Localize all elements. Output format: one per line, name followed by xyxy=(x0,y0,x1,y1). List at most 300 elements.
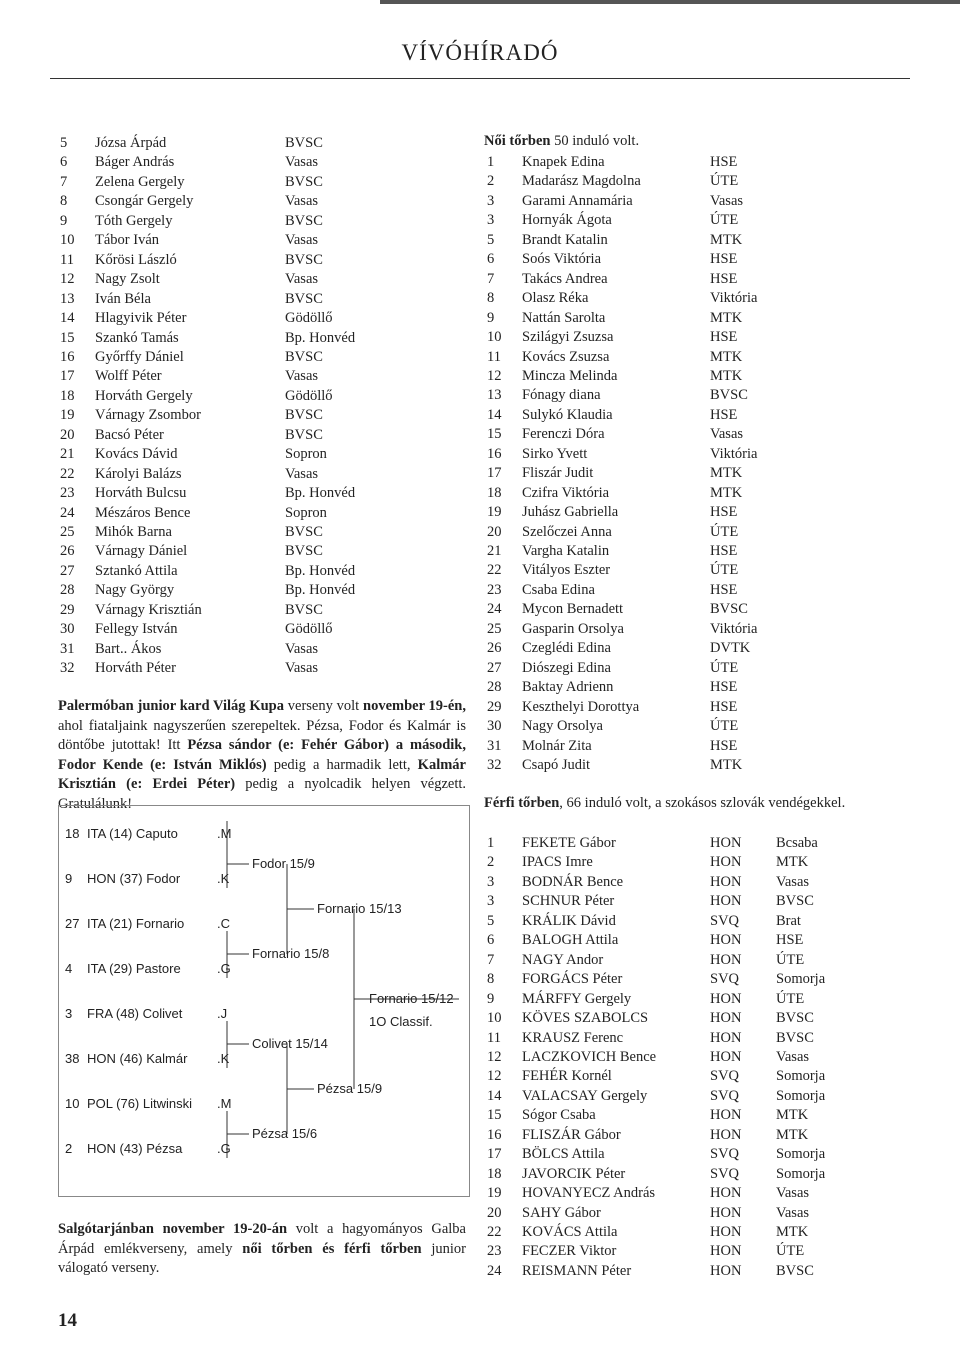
left-list-cell: 28 xyxy=(60,582,75,599)
men-list-cell: MTK xyxy=(776,1107,809,1124)
women-heading-bold: Női tőrben xyxy=(484,133,551,149)
women-list-cell: 6 xyxy=(487,251,495,268)
women-list-cell: ÚTE xyxy=(710,718,739,735)
women-list-cell: 5 xyxy=(487,231,495,248)
left-list-cell: Károlyi Balázs xyxy=(95,465,182,482)
women-list-cell: Szelőczei Anna xyxy=(522,523,612,540)
bracket-round2-winner: Fornario 15/13 xyxy=(317,901,402,916)
men-list-cell: HON xyxy=(710,893,742,910)
men-list-cell: 9 xyxy=(487,990,495,1007)
women-list-cell: Keszthelyi Dorottya xyxy=(522,698,640,715)
para2-bold1: Salgótarjánban november 19-20-án xyxy=(58,1221,288,1237)
men-list-cell: SVQ xyxy=(710,971,740,988)
men-list-cell: 11 xyxy=(487,1029,501,1046)
left-list-cell: Bp. Honvéd xyxy=(285,485,356,502)
left-list-cell: 18 xyxy=(60,387,75,404)
left-list-cell: BVSC xyxy=(285,135,323,151)
women-list-cell: HSE xyxy=(710,329,738,346)
bracket-round1-winner: Colivet 15/14 xyxy=(252,1036,328,1051)
left-list-cell: 7 xyxy=(60,173,68,190)
men-list-cell: 23 xyxy=(487,1243,502,1260)
men-list-cell: HON xyxy=(710,1010,742,1027)
women-list-cell: 3 xyxy=(487,192,495,209)
left-list-cell: BVSC xyxy=(285,524,323,540)
left-list-cell: Vasas xyxy=(285,465,319,482)
women-list-cell: 15 xyxy=(487,426,502,443)
men-heading xyxy=(484,795,845,812)
women-list-cell: Viktória xyxy=(710,445,758,462)
men-list-cell: FECZER Viktor xyxy=(522,1243,617,1260)
bracket-code: .G xyxy=(217,961,231,976)
left-list-cell: 9 xyxy=(60,212,68,229)
men-list-cell: HON xyxy=(710,1262,742,1279)
women-list-cell: 11 xyxy=(487,348,501,365)
bracket-seed: 10 xyxy=(65,1096,80,1111)
left-list-cell: 21 xyxy=(60,446,75,463)
bracket-code: .C xyxy=(217,916,230,931)
men-list-cell: ÚTE xyxy=(776,1243,805,1260)
men-list-cell: Vasas xyxy=(776,1185,810,1202)
left-list-cell: 5 xyxy=(60,135,68,151)
bracket-entrant: HON (43) Pézsa xyxy=(87,1141,183,1156)
men-list-cell: HON xyxy=(710,951,742,968)
left-list-cell: Wolff Péter xyxy=(95,368,162,385)
women-list-cell: ÚTE xyxy=(710,212,739,229)
men-list-cell: HON xyxy=(710,1126,742,1143)
men-list-cell: Vasas xyxy=(776,1204,810,1221)
men-list-cell: HON xyxy=(710,1243,742,1260)
men-list-cell: HON xyxy=(710,1204,742,1221)
men-list-cell: HON xyxy=(710,1029,742,1046)
left-list-cell: 20 xyxy=(60,426,75,443)
left-list-cell: Vasas xyxy=(285,660,319,677)
left-list-cell: 32 xyxy=(60,660,75,677)
men-list-cell: 18 xyxy=(487,1165,502,1182)
bracket-seed: 2 xyxy=(65,1141,73,1156)
women-list-cell: 3 xyxy=(487,212,495,229)
left-list-cell: Józsa Árpád xyxy=(95,135,167,151)
women-heading-rest: 50 induló volt. xyxy=(550,133,640,149)
women-list-cell: Knapek Edina xyxy=(522,154,605,170)
men-list-cell: FEHÉR Kornél xyxy=(522,1068,612,1085)
men-list-cell: BVSC xyxy=(776,893,814,910)
para2-bold2: női tőrben és férfi tőrben xyxy=(242,1240,422,1257)
men-list-cell: Bcsaba xyxy=(776,835,818,851)
left-list-cell: 19 xyxy=(60,407,75,424)
women-list-cell: MTK xyxy=(710,465,743,482)
men-list-cell: Somorja xyxy=(776,1146,826,1163)
men-list-cell: Vasas xyxy=(776,1048,810,1065)
left-list-cell: BVSC xyxy=(285,348,323,365)
left-list-cell: 29 xyxy=(60,601,75,618)
women-list-cell: HSE xyxy=(710,698,738,715)
left-list-cell: Szankó Tamás xyxy=(95,329,179,346)
women-list-cell: Kovács Zsuzsa xyxy=(522,348,610,365)
left-list-cell: Csongár Gergely xyxy=(95,193,194,210)
men-list-cell: 14 xyxy=(487,1087,502,1104)
women-list-cell: ÚTE xyxy=(710,173,739,190)
men-list-cell: BALOGH Attila xyxy=(522,932,619,949)
women-list-cell: Fliszár Judit xyxy=(522,465,594,482)
women-list-cell: Sulykó Klaudia xyxy=(522,406,613,423)
men-list-cell: KÖVES SZABOLCS xyxy=(522,1010,649,1027)
left-list-cell: Vasas xyxy=(285,640,319,657)
women-list-cell: 21 xyxy=(487,543,502,559)
women-list-cell: 12 xyxy=(487,367,502,384)
left-list-cell: Mihók Barna xyxy=(95,524,172,540)
women-list-cell: 29 xyxy=(487,698,502,715)
bracket-round1-winner: Fornario 15/8 xyxy=(252,946,330,961)
men-list-cell: KRÁLIK Dávid xyxy=(522,912,616,929)
men-list-cell: HON xyxy=(710,1224,742,1240)
left-list-cell: Hlagyivik Péter xyxy=(95,310,187,327)
men-list-cell: KRAUSZ Ferenc xyxy=(522,1029,624,1046)
para1-bold3: Pézsa sándor (e: Fehér Gábor) a második, Fodor Kende (e: István Miklós) xyxy=(58,737,466,773)
left-list-cell: 13 xyxy=(60,290,75,307)
women-list-cell: HSE xyxy=(710,581,738,598)
women-list-cell: 22 xyxy=(487,562,502,579)
men-list-cell: 16 xyxy=(487,1126,502,1143)
left-list-cell: Bp. Honvéd xyxy=(285,329,356,346)
bracket-code: .M xyxy=(217,826,232,841)
women-list-cell: 7 xyxy=(487,270,495,287)
men-list-cell: MTK xyxy=(776,1126,809,1143)
left-list-cell: Nagy Zsolt xyxy=(95,271,160,288)
women-list-cell: 10 xyxy=(487,329,502,346)
women-list-cell: MTK xyxy=(710,484,743,501)
men-list-cell: 1 xyxy=(487,835,495,851)
women-list-cell: HSE xyxy=(710,270,738,287)
women-list-cell: Olasz Réka xyxy=(522,290,589,307)
left-list-cell: Nagy György xyxy=(95,582,175,599)
page-header: VÍVÓHÍRADÓ xyxy=(401,40,559,65)
bracket-code: .K xyxy=(217,1051,230,1066)
bracket-seed: 27 xyxy=(65,916,80,931)
women-list-cell: ÚTE xyxy=(710,659,739,676)
women-list-cell: Nagy Orsolya xyxy=(522,718,603,735)
left-list-cell: 26 xyxy=(60,543,75,560)
left-list-cell: Vasas xyxy=(285,232,319,249)
bracket-seed: 18 xyxy=(65,826,80,841)
women-list-cell: HSE xyxy=(710,154,738,170)
men-list-cell: REISMANN Péter xyxy=(522,1262,632,1279)
women-list-cell: Mycon Bernadett xyxy=(522,601,624,618)
left-list-cell: 16 xyxy=(60,348,75,365)
women-list-cell: 14 xyxy=(487,406,502,423)
left-list-cell: Tóth Gergely xyxy=(95,212,173,229)
women-list-cell: 19 xyxy=(487,504,502,521)
left-list-cell: 27 xyxy=(60,562,75,579)
women-list-cell: Vargha Katalin xyxy=(522,543,610,559)
left-list-cell: 6 xyxy=(60,154,68,171)
top-border xyxy=(0,0,960,4)
left-list-cell: Bart.. Ákos xyxy=(95,640,162,657)
men-list-cell: Somorja xyxy=(776,971,826,988)
men-list-cell: 10 xyxy=(487,1010,502,1027)
men-list-cell: 8 xyxy=(487,971,495,988)
women-list-cell: Mincza Melinda xyxy=(522,367,618,384)
bracket-code: .M xyxy=(217,1096,232,1111)
bracket-seed: 9 xyxy=(65,871,73,886)
women-list-cell: 17 xyxy=(487,465,502,482)
women-list-cell: 20 xyxy=(487,523,502,540)
women-list-cell: 9 xyxy=(487,309,495,326)
women-list-cell: Madarász Magdolna xyxy=(522,173,641,190)
men-list-cell: BVSC xyxy=(776,1010,814,1027)
bracket-final-winner: Fornario 15/12 xyxy=(369,991,454,1006)
women-list-cell: ÚTE xyxy=(710,523,739,540)
page-number: 14 xyxy=(58,1310,77,1331)
men-list-cell: BÖLCS Attila xyxy=(522,1146,605,1163)
women-list-cell: Vasas xyxy=(710,426,744,443)
para1-text4: pedig a nyolcadik helyen végzett. Gratulálunk! xyxy=(58,776,467,812)
women-list-cell: 2 xyxy=(487,173,495,190)
left-list-cell: Sopron xyxy=(285,446,327,463)
women-list-cell: Vitályos Eszter xyxy=(522,562,611,579)
women-list-cell: 18 xyxy=(487,484,502,501)
left-list-cell: Horváth Péter xyxy=(95,660,176,677)
women-list-cell: 25 xyxy=(487,620,502,637)
women-list-cell: Sirko Yvett xyxy=(522,445,588,462)
bracket-seed: 38 xyxy=(65,1051,80,1066)
bracket-round2-winner: Pézsa 15/9 xyxy=(317,1081,383,1096)
women-list-cell: Viktória xyxy=(710,620,758,637)
men-list-cell: HON xyxy=(710,1185,742,1202)
bracket-seed: 3 xyxy=(65,1006,73,1021)
para1-text2: ahol fiataljaink nagyszerűen szerepeltek. Pézsa, Fodor és Kalmár is döntőbe jutottak! Itt xyxy=(58,717,466,753)
women-list-cell: 27 xyxy=(487,659,502,676)
men-list-cell: HON xyxy=(710,990,742,1007)
men-list-cell: HON xyxy=(710,873,742,890)
women-list-cell: Hornyák Ágota xyxy=(522,212,612,229)
men-list-cell: BODNÁR Bence xyxy=(522,873,624,890)
men-list-cell: 22 xyxy=(487,1224,502,1240)
tournament-bracket xyxy=(58,805,470,1197)
left-list-cell: Fellegy István xyxy=(95,621,178,638)
men-list-cell: HON xyxy=(710,854,742,871)
women-list-cell: Vasas xyxy=(710,192,744,209)
women-list-cell: Csaba Edina xyxy=(522,581,595,598)
women-list-cell: 8 xyxy=(487,290,495,307)
women-list-cell: MTK xyxy=(710,231,743,248)
para1-bold1: Palermóban junior kard Világ Kupa xyxy=(58,698,284,714)
left-list-cell: BVSC xyxy=(285,407,323,424)
bracket-entrant: HON (37) Fodor xyxy=(87,871,181,886)
women-list-cell: Ferenczi Dóra xyxy=(522,426,605,443)
left-list-cell: 11 xyxy=(60,251,74,268)
bracket-code: .J xyxy=(217,1006,228,1021)
left-list-cell: BVSC xyxy=(285,290,323,307)
bracket-entrant: POL (76) Litwinski xyxy=(87,1096,192,1111)
left-list-cell: Kőrösi László xyxy=(95,251,177,268)
men-list-cell: HOVANYECZ András xyxy=(522,1185,656,1202)
left-list-cell: BVSC xyxy=(285,543,323,560)
men-list-cell: Vasas xyxy=(776,873,810,890)
men-list-cell: JAVORCIK Péter xyxy=(522,1165,626,1182)
left-list-cell: Horváth Gergely xyxy=(95,387,193,404)
men-list-cell: 20 xyxy=(487,1204,502,1221)
left-list-cell: 8 xyxy=(60,193,68,210)
header-rule xyxy=(50,78,910,79)
left-list-cell: Gödöllő xyxy=(285,621,333,638)
men-list-cell: MTK xyxy=(776,854,809,871)
left-list-cell: Vasas xyxy=(285,271,319,288)
women-list-cell: Szilágyi Zsuzsa xyxy=(522,329,614,346)
left-list-cell: Sztankó Attila xyxy=(95,562,178,579)
men-list-cell: HON xyxy=(710,1048,742,1065)
left-list-cell: Gödöllő xyxy=(285,310,333,327)
men-list-cell: 6 xyxy=(487,932,495,949)
left-list-cell: Győrffy Dániel xyxy=(95,348,184,365)
men-list-cell: BVSC xyxy=(776,1029,814,1046)
men-list-cell: SVQ xyxy=(710,1165,740,1182)
left-list-cell: Kovács Dávid xyxy=(95,446,178,463)
women-list-cell: BVSC xyxy=(710,601,748,618)
left-list-cell: 24 xyxy=(60,504,75,521)
men-list-cell: HON xyxy=(710,932,742,949)
left-list-cell: 30 xyxy=(60,621,75,638)
women-list-cell: 26 xyxy=(487,640,502,657)
women-list-cell: Fónagy diana xyxy=(522,387,601,404)
women-list-cell: 30 xyxy=(487,718,502,735)
left-list-cell: Bacsó Péter xyxy=(95,426,164,443)
para2-text1: volt a hagyományos Galba Árpád emlékverseny, amely xyxy=(58,1221,466,1257)
women-list-cell: 31 xyxy=(487,737,502,754)
para1-text1: verseny volt xyxy=(283,698,363,714)
men-list-cell: 19 xyxy=(487,1185,502,1202)
left-list-cell: BVSC xyxy=(285,601,323,618)
para2-text2: junior válogató verseny. xyxy=(58,1240,466,1276)
women-list-cell: MTK xyxy=(710,756,743,773)
bracket-entrant: HON (46) Kalmár xyxy=(87,1051,188,1066)
women-list-cell: Takács Andrea xyxy=(522,270,608,287)
women-list-cell: HSE xyxy=(710,543,738,559)
men-list-cell: 17 xyxy=(487,1146,502,1163)
women-list-cell: 28 xyxy=(487,679,502,696)
left-list-cell: Iván Béla xyxy=(95,290,151,307)
women-list-cell: Garami Annamária xyxy=(522,192,633,209)
left-list-cell: Várnagy Dániel xyxy=(95,543,188,560)
men-list-cell: LACZKOVICH Bence xyxy=(522,1048,657,1065)
men-list-cell: KOVÁCS Attila xyxy=(522,1224,618,1240)
women-list-cell: MTK xyxy=(710,348,743,365)
left-list-cell: BVSC xyxy=(285,426,323,443)
left-list-cell: Mészáros Bence xyxy=(95,504,191,521)
left-list-cell: 14 xyxy=(60,310,75,327)
left-list-cell: 22 xyxy=(60,465,75,482)
men-list-cell: SVQ xyxy=(710,1068,740,1085)
women-list-cell: Juhász Gabriella xyxy=(522,504,619,521)
bracket-round1-winner: Fodor 15/9 xyxy=(252,856,315,871)
bracket-entrant: ITA (21) Fornario xyxy=(87,916,185,931)
men-list-cell: FORGÁCS Péter xyxy=(522,971,623,988)
left-list-cell: Várnagy Krisztián xyxy=(95,601,202,618)
women-list-cell: Molnár Zita xyxy=(522,737,592,754)
men-list-cell: Somorja xyxy=(776,1165,826,1182)
left-list-cell: Vasas xyxy=(285,154,319,171)
bracket-round1-winner: Pézsa 15/6 xyxy=(252,1126,318,1141)
left-list-cell: BVSC xyxy=(285,173,323,190)
women-list-cell: 32 xyxy=(487,756,502,773)
men-list-cell: FLISZÁR Gábor xyxy=(522,1126,621,1143)
left-list-cell: Vasas xyxy=(285,193,319,210)
men-heading-rest: , 66 induló volt, a szokásos szlovák vendégekkel. xyxy=(559,795,846,811)
left-list-cell: BVSC xyxy=(285,212,323,229)
women-list-cell: 23 xyxy=(487,581,502,598)
left-list-cell: 25 xyxy=(60,524,75,540)
women-list-cell: HSE xyxy=(710,679,738,696)
women-list-cell: 13 xyxy=(487,387,502,404)
women-list-cell: ÚTE xyxy=(710,562,739,579)
left-list-cell: Bp. Honvéd xyxy=(285,582,356,599)
women-list-cell: Czeglédi Edina xyxy=(522,640,611,657)
men-list-cell: 3 xyxy=(487,893,495,910)
women-list-cell: MTK xyxy=(710,367,743,384)
men-list-cell: 3 xyxy=(487,873,495,890)
para1-text3: pedig a harmadik lett, xyxy=(266,756,418,773)
men-list-cell: 12 xyxy=(487,1068,502,1085)
left-list-cell: 17 xyxy=(60,368,75,385)
women-list-cell: DVTK xyxy=(710,640,751,657)
bracket-final-note: 1O Classif. xyxy=(369,1014,433,1029)
men-list-cell: 7 xyxy=(487,951,495,968)
left-list-cell: Gödöllő xyxy=(285,387,333,404)
men-list-cell: 12 xyxy=(487,1048,502,1065)
women-list-cell: Baktay Adrienn xyxy=(522,679,614,696)
men-list-cell: 2 xyxy=(487,854,495,871)
men-list-cell: 15 xyxy=(487,1107,502,1124)
left-list-cell: Báger András xyxy=(95,154,175,171)
left-list-cell: Tábor Iván xyxy=(95,232,160,249)
women-list-cell: 1 xyxy=(487,154,495,170)
left-list-cell: BVSC xyxy=(285,251,323,268)
men-list-cell: NAGY Andor xyxy=(522,951,604,968)
men-list-cell: HON xyxy=(710,1107,742,1124)
left-list-cell: Sopron xyxy=(285,504,327,521)
para1-bold4: Kalmár Krisztián (e: Erdei Péter) xyxy=(58,756,466,792)
women-list-cell: BVSC xyxy=(710,387,748,404)
women-list-cell: Diószegi Edina xyxy=(522,659,611,676)
left-list-cell: 31 xyxy=(60,640,75,657)
women-list-cell: Czifra Viktória xyxy=(522,484,610,501)
men-list-cell: Somorja xyxy=(776,1087,826,1104)
men-list-cell: 5 xyxy=(487,912,495,929)
left-list-cell: Horváth Bulcsu xyxy=(95,485,187,502)
bracket-code: .G xyxy=(217,1141,231,1156)
left-list-cell: 12 xyxy=(60,271,75,288)
palermo-paragraph xyxy=(58,697,466,814)
men-list-cell: Somorja xyxy=(776,1068,826,1085)
women-list-cell: 16 xyxy=(487,445,502,462)
women-list-cell: HSE xyxy=(710,251,738,268)
men-list-cell: MÁRFFY Gergely xyxy=(522,990,632,1007)
men-list-cell: IPACS Imre xyxy=(522,854,593,871)
women-list-cell: 24 xyxy=(487,601,502,618)
bracket-entrant: ITA (14) Caputo xyxy=(87,826,178,841)
women-heading xyxy=(484,133,639,150)
para1-bold2: november 19-én, xyxy=(363,698,466,714)
bracket-entrant: ITA (29) Pastore xyxy=(87,961,181,976)
men-list-cell: ÚTE xyxy=(776,951,805,968)
left-list-cell: Bp. Honvéd xyxy=(285,562,356,579)
women-list-cell: HSE xyxy=(710,504,738,521)
women-list-cell: Viktória xyxy=(710,290,758,307)
women-list-cell: HSE xyxy=(710,737,738,754)
left-list-cell: 23 xyxy=(60,485,75,502)
men-list-cell: SVQ xyxy=(710,912,740,929)
men-list-cell: VALACSAY Gergely xyxy=(522,1087,648,1104)
men-list-cell: MTK xyxy=(776,1224,809,1240)
